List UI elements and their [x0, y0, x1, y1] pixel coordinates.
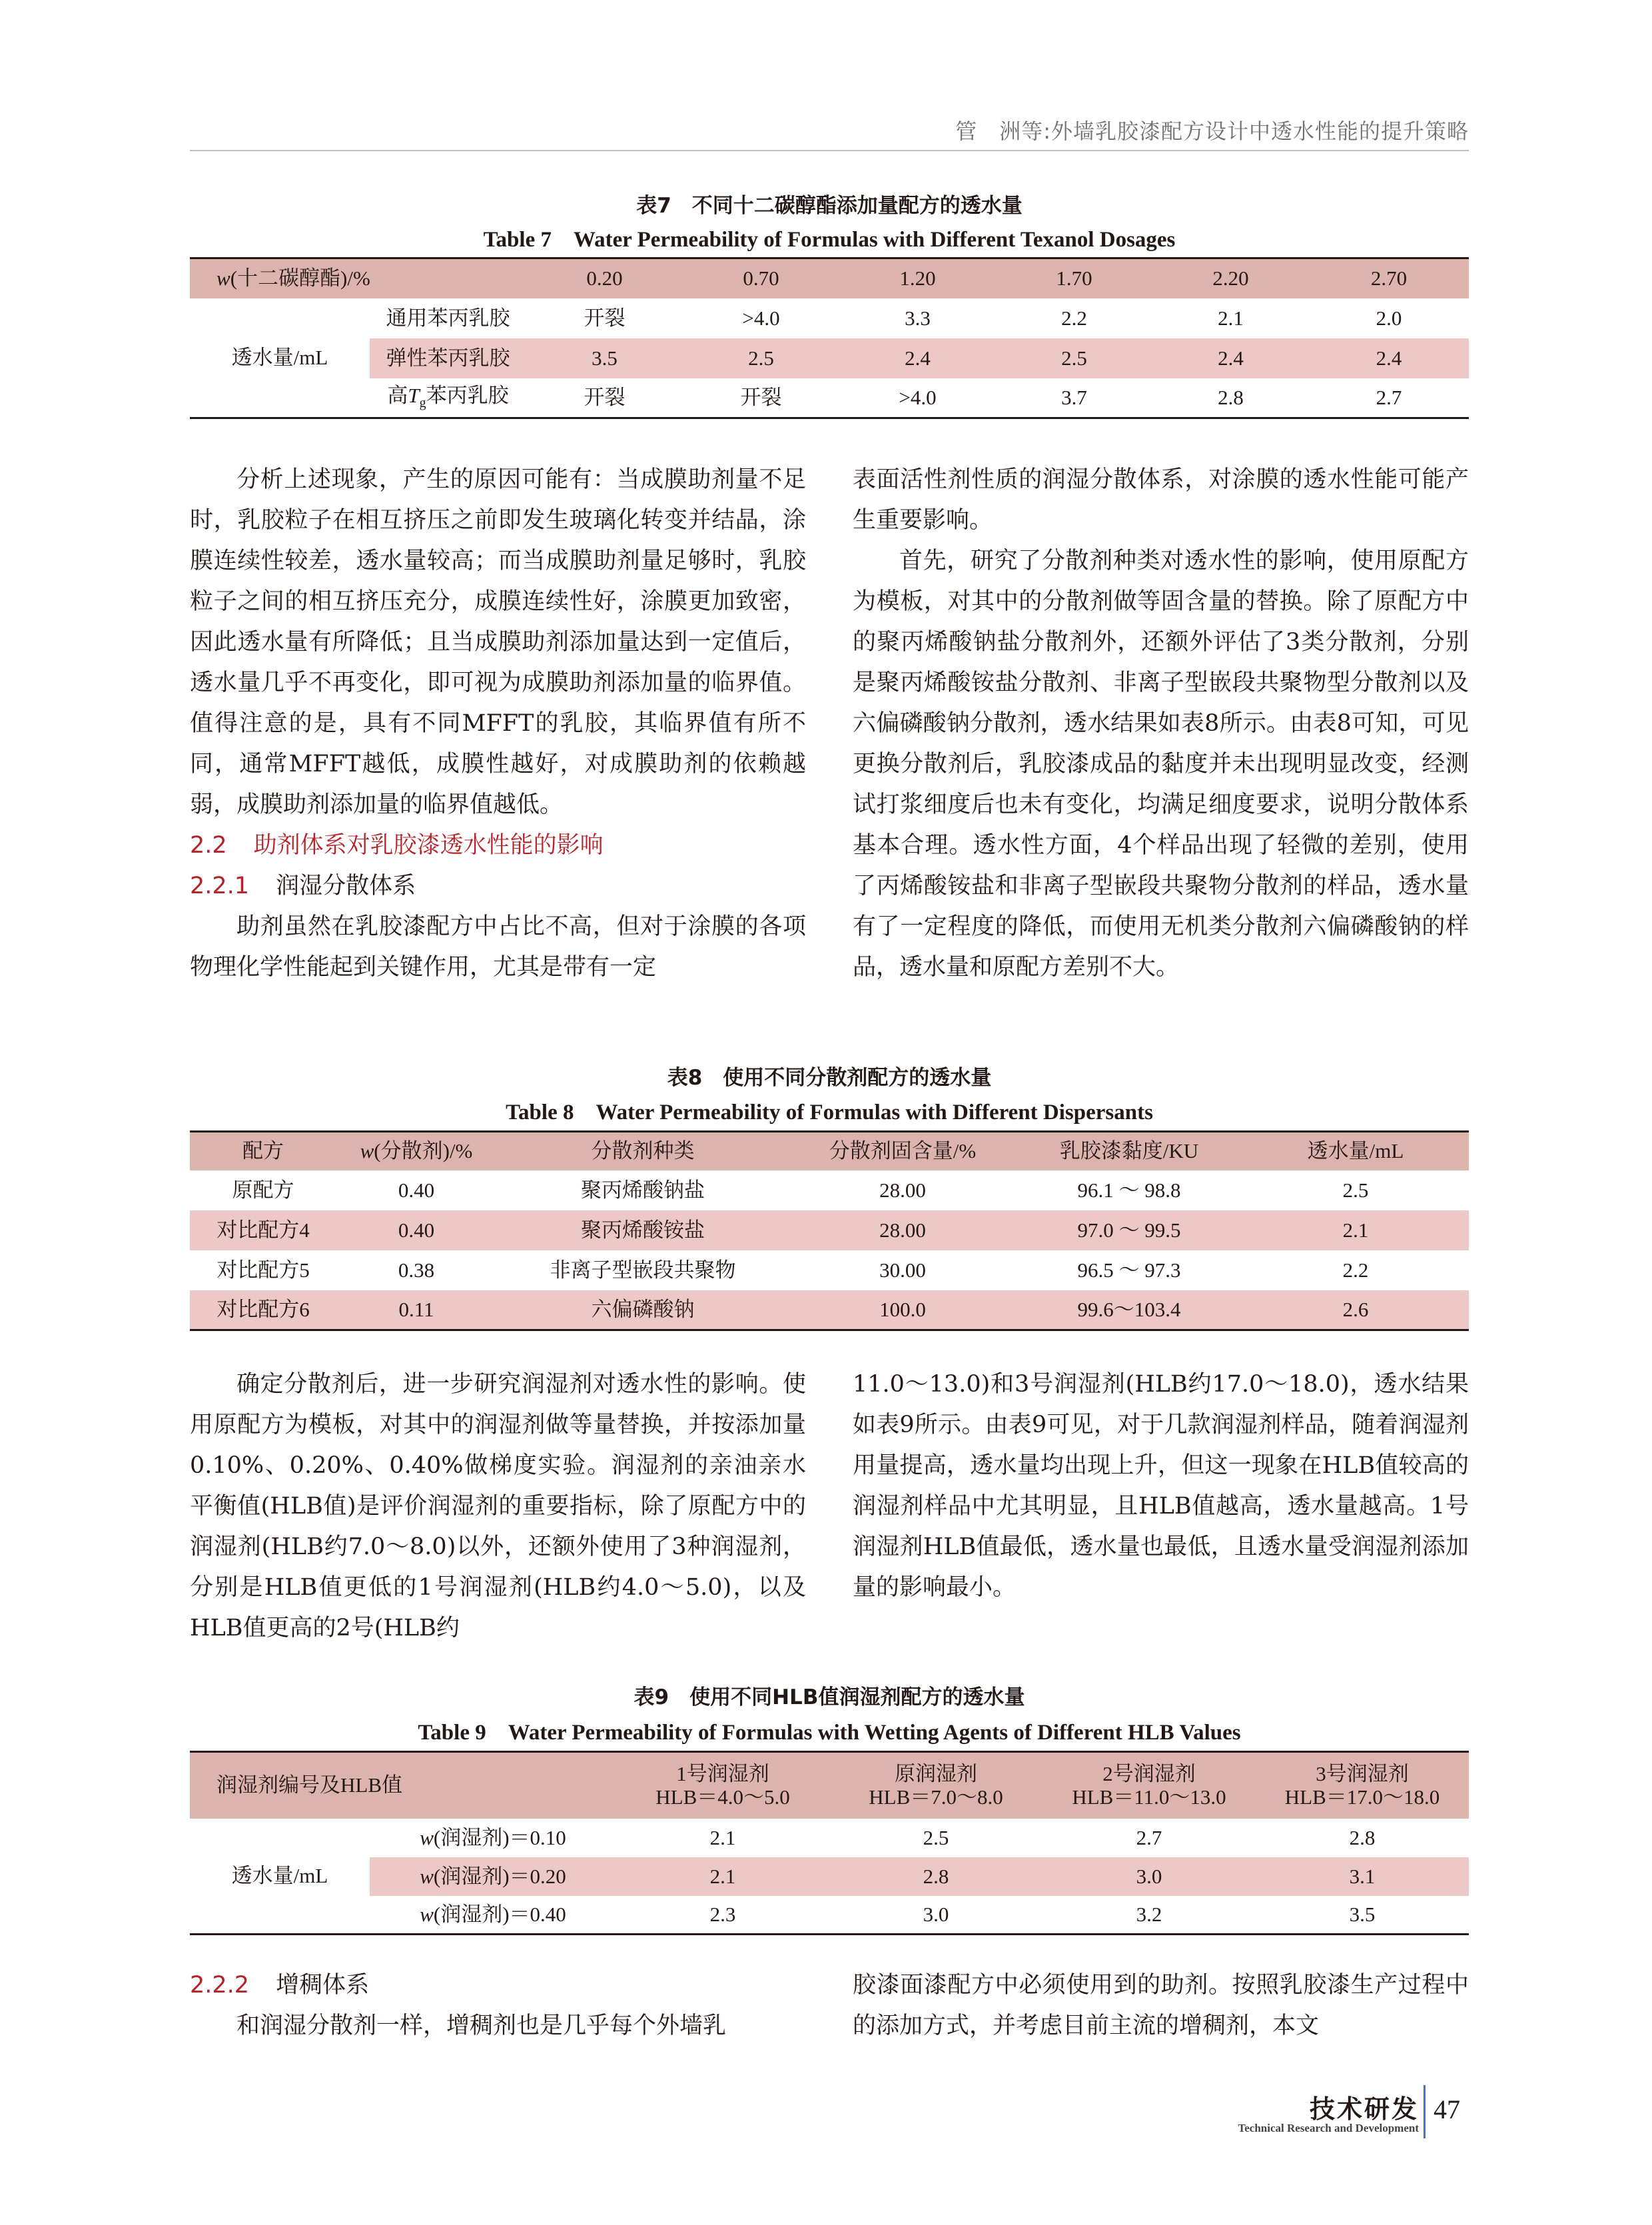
table-row — [190, 1170, 1469, 1210]
table8-caption-cn: 表8 使用不同分散剂配方的透水量 — [667, 1066, 992, 1090]
table-cell: 2.8 — [829, 1857, 1042, 1896]
table-cell: 3.0 — [923, 1902, 949, 1926]
paragraph: 表面活性剂性质的润湿分散体系，对涂膜的透水性能可能产生重要影响。 — [853, 466, 1469, 534]
table9-agent-header: 1号润湿剂 HLB＝4.0～5.0 — [616, 1752, 829, 1819]
table7-caption-en: Table 7 Water Permeability of Formulas with Different Texanol Dosages — [483, 228, 1176, 252]
table8-header: 配方 — [190, 1132, 336, 1170]
table-cell: 2.5 — [923, 1825, 949, 1849]
table-cell: 2.4 — [1309, 338, 1469, 378]
table-cell: 3.5 — [526, 338, 683, 378]
table7-row-name: 高$T_g$苯丙乳胶 — [387, 384, 509, 411]
table-cell: 对比配方6 — [190, 1290, 336, 1330]
table-cell: 2.4 — [1152, 338, 1309, 378]
table-cell: 聚丙烯酸钠盐 — [581, 1178, 705, 1202]
table-row — [190, 298, 1469, 338]
table-cell: 2.2 — [1061, 306, 1087, 330]
table-cell: 0.40 — [398, 1178, 435, 1202]
paragraph: 11.0～13.0)和3号润湿剂(HLB约17.0～18.0)，透水结果如表9所示。由表9可见，对于几款润湿剂样品，随着润湿剂用量提高，透水量均出现上升，但这一现象在HLB值较高的润湿剂样品中尤其明显，且HLB值越高，透水量越高。1号润湿剂HLB值最低，透水量也最低，且透水量受润湿剂添加量的影响最小。 — [853, 1371, 1469, 1601]
table-row — [190, 1857, 1469, 1896]
table-cell: 聚丙烯酸铵盐 — [496, 1210, 789, 1250]
table-cell: 2.2 — [1342, 1258, 1369, 1282]
table9-agent-header: 2号润湿剂 HLB＝11.0～13.0 — [1042, 1752, 1256, 1819]
table-row — [190, 338, 1469, 378]
table7-row-group-label: 透水量/mL — [231, 345, 328, 369]
paragraph: 和润湿分散剂一样，增稠剂也是几乎每个外墙乳 — [236, 2012, 727, 2039]
table-cell: 对比配方5 — [216, 1258, 310, 1282]
table7-header-row — [190, 258, 1469, 298]
table8-header: 乳胶漆黏度/KU — [1016, 1132, 1242, 1170]
table9-row-label: w(润湿剂)＝0.20 — [370, 1857, 616, 1896]
paragraph: 助剂虽然在乳胶漆配方中占比不高，但对于涂膜的各项物理化学性能起到关键作用，尤其是带有一定 — [190, 913, 806, 981]
table-cell: 开裂 — [740, 385, 782, 409]
table-cell: 3.2 — [1136, 1902, 1162, 1926]
header-rule — [190, 150, 1469, 151]
section-heading-2-2-1: 2.2.1 润湿分散体系 — [190, 873, 416, 899]
table-cell: 96.5 ～ 97.3 — [1077, 1258, 1181, 1282]
table9-header-row — [190, 1752, 1469, 1819]
table-cell: 2.3 — [709, 1902, 736, 1926]
paragraph: 确定分散剂后，进一步研究润湿剂对透水性的影响。使用原配方为模板，对其中的润湿剂做等量替换，并按添加量0.10%、0.20%、0.40%做梯度实验。润湿剂的亲油亲水平衡值(HLB值)是评价润湿剂的重要指标，除了原配方中的润湿剂(HLB约7.0～8.0)以外，还额外使用了3种润湿剂，分别是HLB值更低的1号润湿剂(HLB约4.0～5.0)，以及HLB值更高的2号(HLB约 — [190, 1371, 806, 1641]
table-cell: 开裂 — [584, 385, 625, 409]
table9-agent-header: 原润湿剂 HLB＝7.0～8.0 — [829, 1752, 1042, 1819]
table-cell: >4.0 — [742, 306, 780, 330]
table-cell: 原配方 — [232, 1178, 294, 1202]
table7-caption-cn: 表7 不同十二碳醇酯添加量配方的透水量 — [636, 194, 1023, 218]
table-cell: 2.5 — [1342, 1178, 1369, 1202]
table-cell: 3.7 — [1061, 385, 1087, 409]
footer-section-subtitle: Technical Research and Development — [1238, 2122, 1419, 2134]
table-cell: 3.5 — [1349, 1902, 1376, 1926]
table9-row-label: w(润湿剂)＝0.10 — [420, 1825, 566, 1849]
table-cell: 0.38 — [398, 1258, 435, 1282]
table8 — [190, 1130, 1469, 1331]
table-row — [190, 378, 1469, 418]
table-cell: 2.7 — [1136, 1825, 1162, 1849]
table-cell: 2.4 — [839, 338, 996, 378]
table8-header: w(分散剂)/% — [336, 1132, 496, 1170]
table-cell: 30.00 — [879, 1258, 926, 1282]
running-header — [190, 113, 1469, 153]
table7 — [190, 257, 1469, 419]
table-cell: 3.0 — [1042, 1857, 1256, 1896]
table-cell: 开裂 — [584, 306, 625, 330]
table7-dosage: 0.70 — [683, 258, 839, 298]
table9-caption-cn: 表9 使用不同HLB值润湿剂配方的透水量 — [633, 1685, 1025, 1709]
table8-header-row — [190, 1132, 1469, 1170]
table-cell: 2.8 — [1218, 385, 1244, 409]
table7-row-name: 弹性苯丙乳胶 — [370, 338, 526, 378]
section-heading-2-2-2: 2.2.2 增稠体系 — [190, 1972, 370, 1999]
body1-left-column — [190, 460, 806, 988]
table-row — [190, 1290, 1469, 1330]
table8-header: 透水量/mL — [1242, 1132, 1469, 1170]
table9-caption-en: Table 9 Water Permeability of Formulas with Wetting Agents of Different HLB Values — [418, 1721, 1241, 1745]
body1-right-column — [853, 460, 1469, 988]
table-cell: 2.5 — [996, 338, 1152, 378]
table9-row-label: w(润湿剂)＝0.40 — [420, 1902, 566, 1926]
table-row — [190, 1250, 1469, 1290]
table-row — [190, 1896, 1469, 1935]
section-heading-2-2: 2.2 助剂体系对乳胶漆透水性能的影响 — [190, 832, 604, 859]
table9-agent-header: 3号润湿剂 HLB＝17.0～18.0 — [1256, 1752, 1469, 1819]
table-cell: 2.8 — [1349, 1825, 1376, 1849]
table-cell: 99.6～103.4 — [1016, 1290, 1242, 1330]
table9 — [190, 1751, 1469, 1935]
table-cell: 2.1 — [709, 1825, 736, 1849]
table-cell: 3.3 — [905, 306, 931, 330]
body2-left-column — [190, 1364, 806, 1649]
table-cell: 2.7 — [1376, 385, 1402, 409]
table-cell: 2.0 — [1376, 306, 1402, 330]
page-number: 47 — [1434, 2094, 1460, 2124]
table-cell: 96.1 ～ 98.8 — [1077, 1178, 1181, 1202]
table7-dosage: 1.20 — [839, 258, 996, 298]
footer-divider — [1424, 2085, 1426, 2138]
footer-section-title: 技术研发 — [1309, 2094, 1419, 2124]
table-cell: 2.5 — [683, 338, 839, 378]
table8-caption-en: Table 8 Water Permeability of Formulas with Different Dispersants — [506, 1101, 1153, 1124]
table-cell: 28.00 — [789, 1210, 1016, 1250]
table9-row-group-label: 透水量/mL — [231, 1863, 328, 1887]
table7-dosage: 1.70 — [996, 258, 1152, 298]
paragraph: 分析上述现象，产生的原因可能有：当成膜助剂量不足时，乳胶粒子在相互挤压之前即发生玻璃化转变并结晶，涂膜连续性较差，透水量较高；而当成膜助剂量足够时，乳胶粒子之间的相互挤压充分，成膜连续性好，涂膜更加致密，因此透水量有所降低；且当成膜助剂添加量达到一定值后，透水量几乎不再变化，即可视为成膜助剂添加量的临界值。值得注意的是，具有不同MFFT的乳胶，其临界值有所不同，通常MFFT越低，成膜性越好，对成膜助剂的依赖越弱，成膜助剂添加量的临界值越低。 — [190, 466, 806, 818]
running-title: 管 洲等:外墙乳胶漆配方设计中透水性能的提升策略 — [955, 119, 1469, 144]
table7-dosage: 0.20 — [526, 258, 683, 298]
table8-header: 分散剂种类 — [496, 1132, 789, 1170]
table-cell: 0.40 — [336, 1210, 496, 1250]
table8-header: 分散剂固含量/% — [789, 1132, 1016, 1170]
table9-header-label: 润湿剂编号及HLB值 — [190, 1752, 616, 1819]
body2-right-column — [853, 1364, 1469, 1608]
table7-header-label: w(十二碳醇酯)/% — [190, 258, 526, 298]
table-cell: 28.00 — [879, 1178, 926, 1202]
body3-left-column — [190, 1965, 806, 2046]
table-row — [190, 1819, 1469, 1857]
table-cell: 六偏磷酸钠 — [496, 1290, 789, 1330]
table-cell: >4.0 — [899, 385, 937, 409]
paragraph: 首先，研究了分散剂种类对透水性的影响，使用原配方为模板，对其中的分散剂做等固含量的替换。除了原配方中的聚丙烯酸钠盐分散剂外，还额外评估了3类分散剂，分别是聚丙烯酸铵盐分散剂、非离子型嵌段共聚物型分散剂以及六偏磷酸钠分散剂，透水结果如表8所示。由表8可知，可见更换分散剂后，乳胶漆成品的黏度并未出现明显改变，经测试打浆细度后也未有变化，均满足细度要求，说明分散体系基本合理。透水性方面，4个样品出现了轻微的差别，使用了丙烯酸铵盐和非离子型嵌段共聚物分散剂的样品，透水量有了一定程度的降低，而使用无机类分散剂六偏磷酸钠的样品，透水量和原配方差别不大。 — [853, 548, 1469, 981]
table7-row-name: 通用苯丙乳胶 — [386, 306, 510, 330]
table-cell: 2.1 — [1242, 1210, 1469, 1250]
table-cell: 3.1 — [1256, 1857, 1469, 1896]
table-cell: 2.1 — [1218, 306, 1244, 330]
table-cell: 97.0 ～ 99.5 — [1016, 1210, 1242, 1250]
table-cell: 0.11 — [336, 1290, 496, 1330]
table7-dosage: 2.20 — [1152, 258, 1309, 298]
table-row — [190, 1210, 1469, 1250]
table-cell: 100.0 — [789, 1290, 1016, 1330]
table7-dosage: 2.70 — [1309, 258, 1469, 298]
table-cell: 2.6 — [1242, 1290, 1469, 1330]
table-cell: 非离子型嵌段共聚物 — [550, 1258, 736, 1282]
body3-right-column — [853, 1965, 1469, 2046]
table-cell: 2.1 — [616, 1857, 829, 1896]
paragraph: 胶漆面漆配方中必须使用到的助剂。按照乳胶漆生产过程中的添加方式，并考虑目前主流的增稠剂，本文 — [853, 1972, 1469, 2039]
table-cell: 对比配方4 — [190, 1210, 336, 1250]
